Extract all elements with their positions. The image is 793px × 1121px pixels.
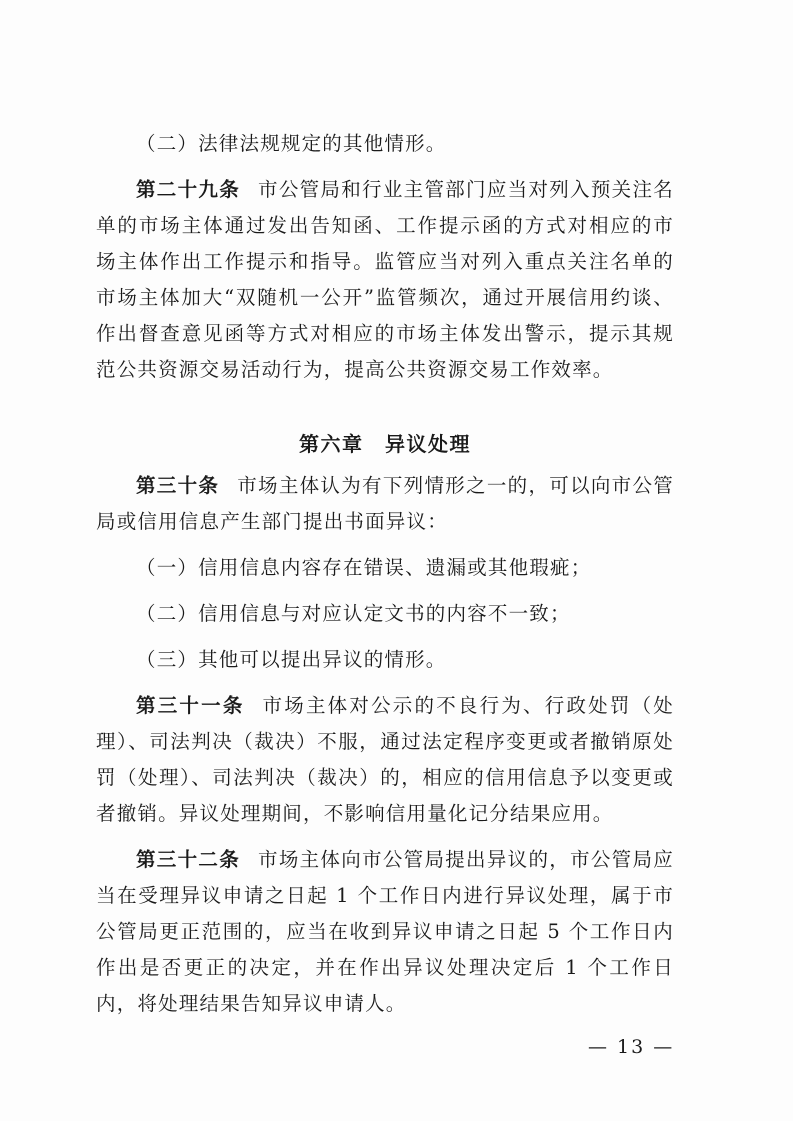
article-31 xyxy=(96,688,674,832)
article-text: 市公管局和行业主管部门应当对列入预关注名单的市场主体通过发出告知函、工作提示函的方式对相应的市场主体作出工作提示和指导。监管应当对列入重点关注名单的市场主体加大“双随机一公开”监管频次，通过开展信用约谈、作出督查意见函等方式对相应的市场主体发出警示，提示其规范公共资源交易活动行为，提高公共资源交易工作效率。 xyxy=(96,178,674,381)
list-item-text: （二）信用信息与对应认定文书的内容不一致； xyxy=(136,602,571,625)
list-item-text: （一）信用信息内容存在错误、遗漏或其他瑕疵； xyxy=(136,556,592,579)
chapter-title: 第六章 异议处理 xyxy=(299,432,471,456)
list-item-3 xyxy=(96,642,674,678)
list-item-1 xyxy=(96,550,674,586)
article-number: 第三十二条 xyxy=(136,848,241,871)
document-body xyxy=(96,126,674,1032)
article-text: 市场主体向市公管局提出异议的，市公管局应当在受理异议申请之日起 1 个工作日内进行异议处理，属于市公管局更正范围的，应当在收到异议申请之日起 5 个工作日内作出是否更正的决定，并在作出异议处理决定后 1 个工作日内，将处理结果告知异议申请人。 xyxy=(96,848,674,1015)
article-30 xyxy=(96,468,674,540)
paragraph-text: （二）法律法规规定的其他情形。 xyxy=(136,132,447,155)
article-text: 市场主体对公示的不良行为、行政处罚（处理）、司法判决（裁决）不服，通过法定程序变更或者撤销原处罚（处理）、司法判决（裁决）的，相应的信用信息予以变更或者撤销。异议处理期间，不影响信用量化记分结果应用。 xyxy=(96,694,674,825)
list-item-text: （三）其他可以提出异议的情形。 xyxy=(136,648,447,671)
article-number: 第二十九条 xyxy=(136,178,241,201)
paragraph-clause-2 xyxy=(96,126,674,162)
article-text: 市场主体认为有下列情形之一的，可以向市公管局或信用信息产生部门提出书面异议： xyxy=(96,474,674,533)
article-29 xyxy=(96,172,674,388)
article-number: 第三十条 xyxy=(136,474,220,497)
article-32 xyxy=(96,842,674,1022)
list-item-2 xyxy=(96,596,674,632)
article-number: 第三十一条 xyxy=(136,694,245,717)
page-number: — 13 — xyxy=(588,1036,675,1058)
